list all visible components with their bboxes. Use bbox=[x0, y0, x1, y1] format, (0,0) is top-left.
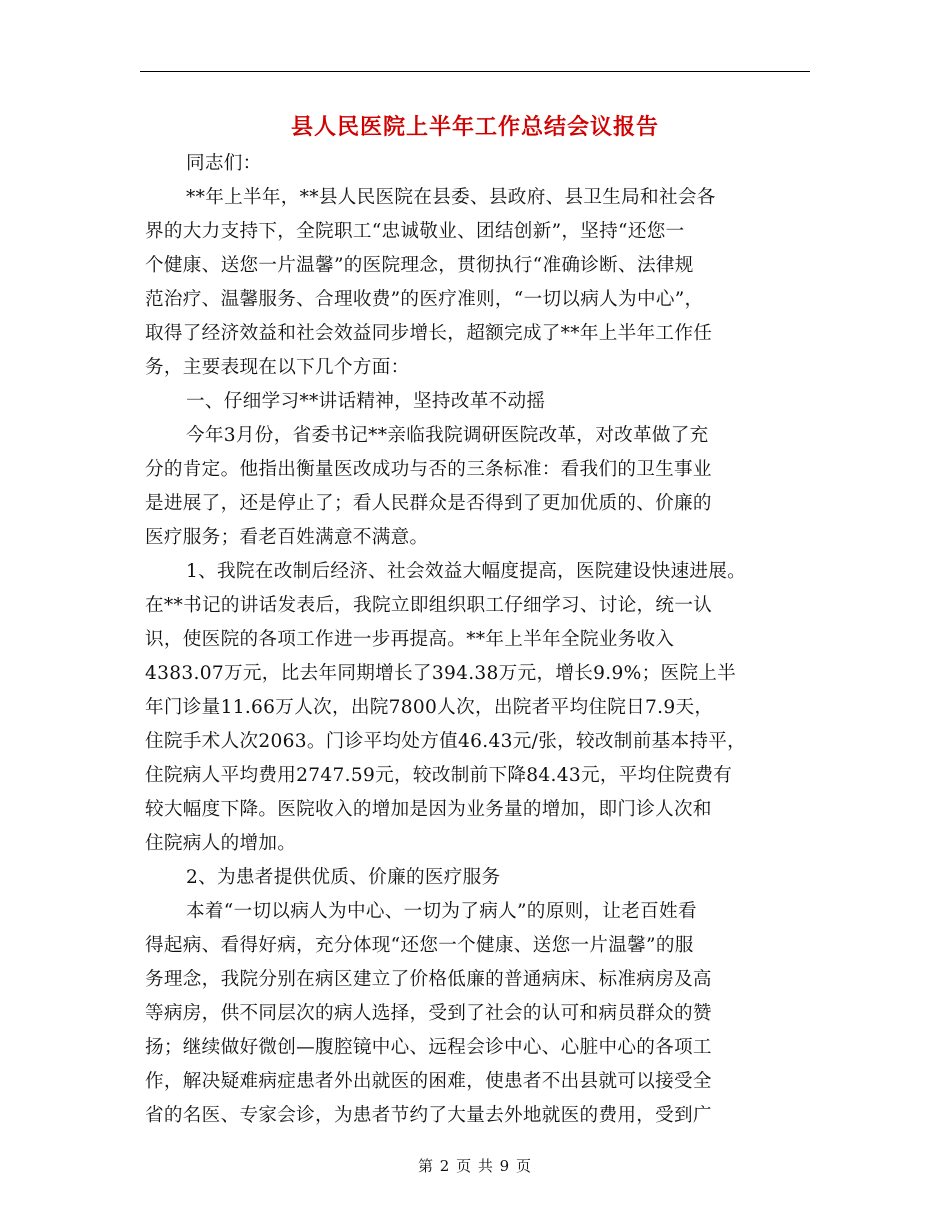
paragraph-line: 分的肯定。他指出衡量医改成功与否的三条标准：看我们的卫生事业 bbox=[145, 459, 712, 480]
paragraph-line: 医疗服务；看老百姓满意不满意。 bbox=[145, 527, 429, 548]
paragraph-line: 是进展了，还是停止了；看人民群众是否得到了更加优质的、价廉的 bbox=[145, 493, 712, 514]
document-title: 县人民医院上半年工作总结会议报告 bbox=[290, 114, 659, 140]
header-rule bbox=[140, 71, 810, 72]
paragraph-line: 住院病人的增加。 bbox=[145, 833, 297, 854]
paragraph-line: 作，解决疑难病症患者外出就医的困难，使患者不出县就可以接受全 bbox=[145, 1071, 712, 1092]
paragraph-line: 得起病、看得好病，充分体现“还您一个健康、送您一片温馨”的服 bbox=[145, 935, 694, 956]
paragraph-line: 本着“一切以病人为中心、一切为了病人”的原则，让老百姓看 bbox=[186, 901, 697, 922]
paragraph-line: 年门诊量11.66万人次，出院7800人次，出院者平均住院日7.9天， bbox=[145, 697, 714, 718]
paragraph-line: 省的名医、专家会诊，为患者节约了大量去外地就医的费用，受到广 bbox=[145, 1105, 712, 1126]
paragraph-line: 范治疗、温馨服务、合理收费”的医疗准则，“一切以病人为中心”， bbox=[145, 289, 704, 310]
page-footer: 第 2 页 共 9 页 bbox=[418, 1157, 532, 1175]
paragraph-line: 4383.07万元，比去年同期增长了394.38万元，增长9.9%；医院上半 bbox=[145, 663, 737, 684]
paragraph-line: 在**书记的讲话发表后，我院立即组织职工仔细学习、讨论，统一认 bbox=[145, 595, 713, 616]
paragraph-line: 界的大力支持下，全院职工“忠诚敬业、团结创新”，坚持“还您一 bbox=[145, 221, 685, 242]
subsection-heading: 1、我院在改制后经济、社会效益大幅度提高，医院建设快速进展。 bbox=[186, 561, 747, 582]
subsection-heading: 2、为患者提供优质、价廉的医疗服务 bbox=[186, 867, 501, 888]
paragraph-line: **年上半年，**县人民医院在县委、县政府、县卫生局和社会各 bbox=[186, 187, 716, 208]
paragraph-line: 务理念，我院分别在病区建立了价格低廉的普通病床、标准病房及高 bbox=[145, 969, 712, 990]
paragraph-line: 务，主要表现在以下几个方面： bbox=[145, 357, 410, 378]
paragraph-line: 今年3月份，省委书记**亲临我院调研医院改革，对改革做了充 bbox=[186, 425, 709, 446]
paragraph-line: 识，使医院的各项工作进一步再提高。**年上半年全院业务收入 bbox=[145, 629, 675, 650]
paragraph-line: 较大幅度下降。医院收入的增加是因为业务量的增加，即门诊人次和 bbox=[145, 799, 712, 820]
salutation: 同志们： bbox=[186, 153, 262, 174]
paragraph-line: 等病房，供不同层次的病人选择，受到了社会的认可和病员群众的赞 bbox=[145, 1003, 712, 1024]
section-heading: 一、仔细学习**讲话精神，坚持改革不动摇 bbox=[186, 391, 546, 412]
paragraph-line: 住院手术人次2063。门诊平均处方值46.43元/张，较改制前基本持平， bbox=[145, 731, 747, 752]
paragraph-line: 取得了经济效益和社会效益同步增长，超额完成了**年上半年工作任 bbox=[145, 323, 713, 344]
paragraph-line: 个健康、送您一片温馨”的医院理念，贯彻执行“准确诊断、法律规 bbox=[145, 255, 694, 276]
paragraph-line: 扬；继续做好微创—腹腔镜中心、远程会诊中心、心脏中心的各项工 bbox=[145, 1037, 712, 1058]
paragraph-line: 住院病人平均费用2747.59元，较改制前下降84.43元，平均住院费有 bbox=[145, 765, 733, 786]
